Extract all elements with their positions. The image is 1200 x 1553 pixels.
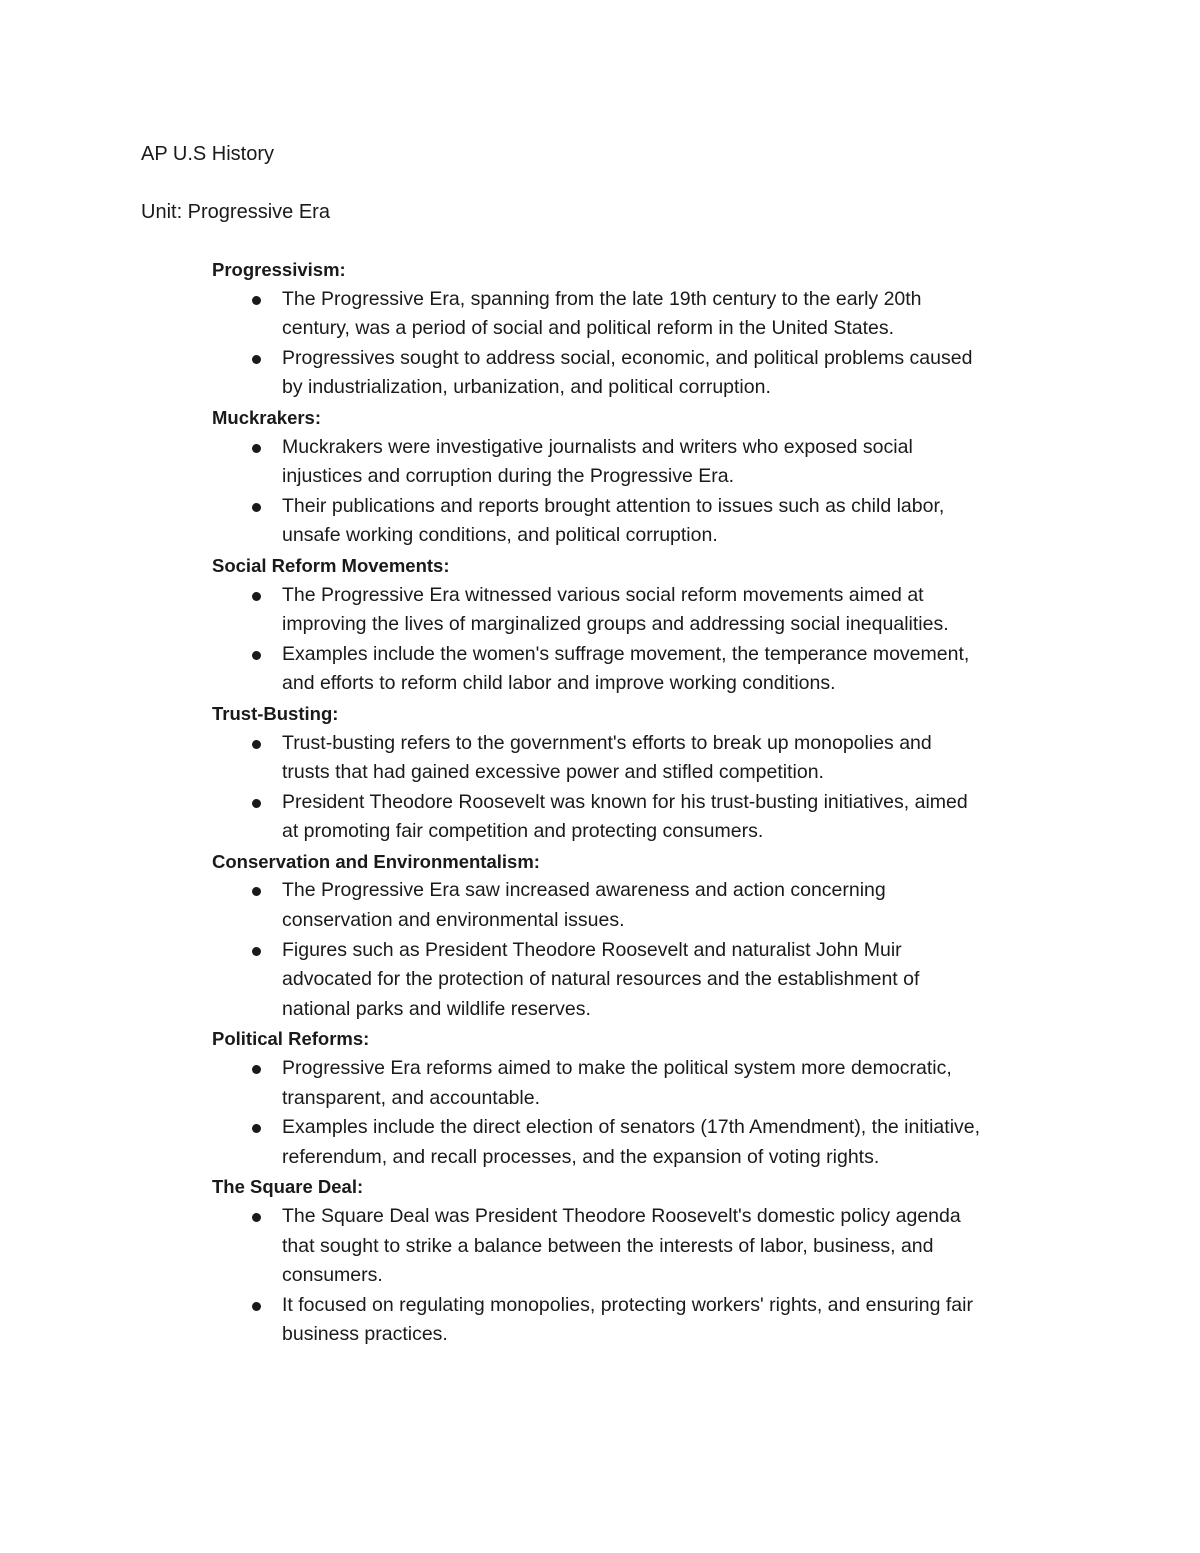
bullet-line: President Theodore Roosevelt was known for his trust-busting initiatives, aimed bbox=[282, 790, 968, 813]
bullet-line: Progressive Era reforms aimed to make the political system more democratic, bbox=[282, 1057, 952, 1080]
bullet-item bbox=[212, 344, 1092, 403]
bullet-item bbox=[212, 729, 1092, 788]
bullet-line: Muckrakers were investigative journalists and writers who exposed social bbox=[282, 435, 913, 458]
bullet-list bbox=[212, 1054, 1092, 1172]
notes-sections bbox=[212, 255, 1092, 1350]
bullet-line: Figures such as President Theodore Roosevelt and naturalist John Muir bbox=[282, 938, 902, 961]
notes-section bbox=[212, 1024, 1092, 1172]
bullet-dot-icon bbox=[252, 1213, 261, 1222]
bullet-line: trusts that had gained excessive power and stifled competition. bbox=[282, 761, 824, 784]
bullet-line: conservation and environmental issues. bbox=[282, 909, 625, 932]
section-heading: Social Reform Movements: bbox=[212, 554, 450, 576]
section-heading: The Square Deal: bbox=[212, 1176, 364, 1198]
unit-heading: Unit: Progressive Era bbox=[141, 201, 330, 223]
bullet-item bbox=[212, 640, 1092, 699]
bullet-line: unsafe working conditions, and political corruption. bbox=[282, 524, 718, 547]
bullet-line: by industrialization, urbanization, and political corruption. bbox=[282, 376, 771, 399]
notes-section bbox=[212, 403, 1092, 551]
bullet-line: business practices. bbox=[282, 1323, 448, 1346]
notes-section bbox=[212, 551, 1092, 699]
bullet-list bbox=[212, 285, 1092, 403]
bullet-item bbox=[212, 285, 1092, 344]
bullet-item bbox=[212, 1291, 1092, 1350]
bullet-dot-icon bbox=[252, 740, 261, 749]
bullet-dot-icon bbox=[252, 947, 261, 956]
bullet-item bbox=[212, 581, 1092, 640]
bullet-line: transparent, and accountable. bbox=[282, 1086, 541, 1109]
bullet-list bbox=[212, 729, 1092, 847]
bullet-line: Trust-busting refers to the government's efforts to break up monopolies and bbox=[282, 731, 932, 754]
bullet-dot-icon bbox=[252, 887, 261, 896]
bullet-item bbox=[212, 876, 1092, 935]
bullet-line: referendum, and recall processes, and the expansion of voting rights. bbox=[282, 1145, 880, 1168]
bullet-line: that sought to strike a balance between the interests of labor, business, and bbox=[282, 1234, 934, 1257]
bullet-line: It focused on regulating monopolies, protecting workers' rights, and ensuring fair bbox=[282, 1293, 973, 1316]
bullet-line: century, was a period of social and political reform in the United States. bbox=[282, 317, 895, 340]
bullet-line: The Progressive Era saw increased awareness and action concerning bbox=[282, 879, 886, 902]
bullet-dot-icon bbox=[252, 296, 261, 305]
bullet-line: consumers. bbox=[282, 1264, 383, 1287]
bullet-dot-icon bbox=[252, 503, 261, 512]
bullet-line: Their publications and reports brought attention to issues such as child labor, bbox=[282, 494, 945, 517]
section-heading: Muckrakers: bbox=[212, 406, 322, 428]
bullet-list bbox=[212, 876, 1092, 1024]
bullet-line: injustices and corruption during the Progressive Era. bbox=[282, 465, 734, 488]
bullet-line: The Progressive Era witnessed various social reform movements aimed at bbox=[282, 583, 924, 606]
bullet-dot-icon bbox=[252, 1302, 261, 1311]
bullet-dot-icon bbox=[252, 592, 261, 601]
bullet-item bbox=[212, 1202, 1092, 1291]
bullet-dot-icon bbox=[252, 1124, 261, 1133]
bullet-item bbox=[212, 788, 1092, 847]
bullet-item bbox=[212, 492, 1092, 551]
notes-section bbox=[212, 699, 1092, 847]
bullet-dot-icon bbox=[252, 355, 261, 364]
bullet-line: Examples include the direct election of senators (17th Amendment), the initiative, bbox=[282, 1116, 981, 1139]
bullet-item bbox=[212, 936, 1092, 1025]
bullet-dot-icon bbox=[252, 799, 261, 808]
section-heading: Conservation and Environmentalism: bbox=[212, 850, 540, 872]
bullet-list bbox=[212, 581, 1092, 699]
bullet-line: The Progressive Era, spanning from the late 19th century to the early 20th bbox=[282, 287, 922, 310]
section-heading: Trust-Busting: bbox=[212, 702, 339, 724]
bullet-item bbox=[212, 1113, 1092, 1172]
notes-section bbox=[212, 847, 1092, 1025]
bullet-line: Examples include the women's suffrage movement, the temperance movement, bbox=[282, 642, 970, 665]
bullet-line: and efforts to reform child labor and improve working conditions. bbox=[282, 672, 836, 695]
bullet-item bbox=[212, 1054, 1092, 1113]
section-heading: Political Reforms: bbox=[212, 1028, 370, 1050]
bullet-list bbox=[212, 433, 1092, 551]
document-title: AP U.S History bbox=[141, 143, 274, 165]
section-heading: Progressivism: bbox=[212, 259, 346, 280]
bullet-line: advocated for the protection of natural resources and the establishment of bbox=[282, 968, 920, 991]
bullet-line: at promoting fair competition and protecting consumers. bbox=[282, 820, 764, 843]
bullet-line: The Square Deal was President Theodore Roosevelt's domestic policy agenda bbox=[282, 1205, 961, 1227]
bullet-dot-icon bbox=[252, 1065, 261, 1074]
bullet-item bbox=[212, 433, 1092, 492]
bullet-line: improving the lives of marginalized groups and addressing social inequalities. bbox=[282, 613, 949, 636]
notes-section bbox=[212, 255, 1092, 403]
bullet-line: Progressives sought to address social, economic, and political problems caused bbox=[282, 346, 973, 369]
bullet-list bbox=[212, 1202, 1092, 1350]
notes-section bbox=[212, 1172, 1092, 1350]
bullet-dot-icon bbox=[252, 444, 261, 453]
bullet-dot-icon bbox=[252, 651, 261, 660]
bullet-line: national parks and wildlife reserves. bbox=[282, 997, 591, 1020]
